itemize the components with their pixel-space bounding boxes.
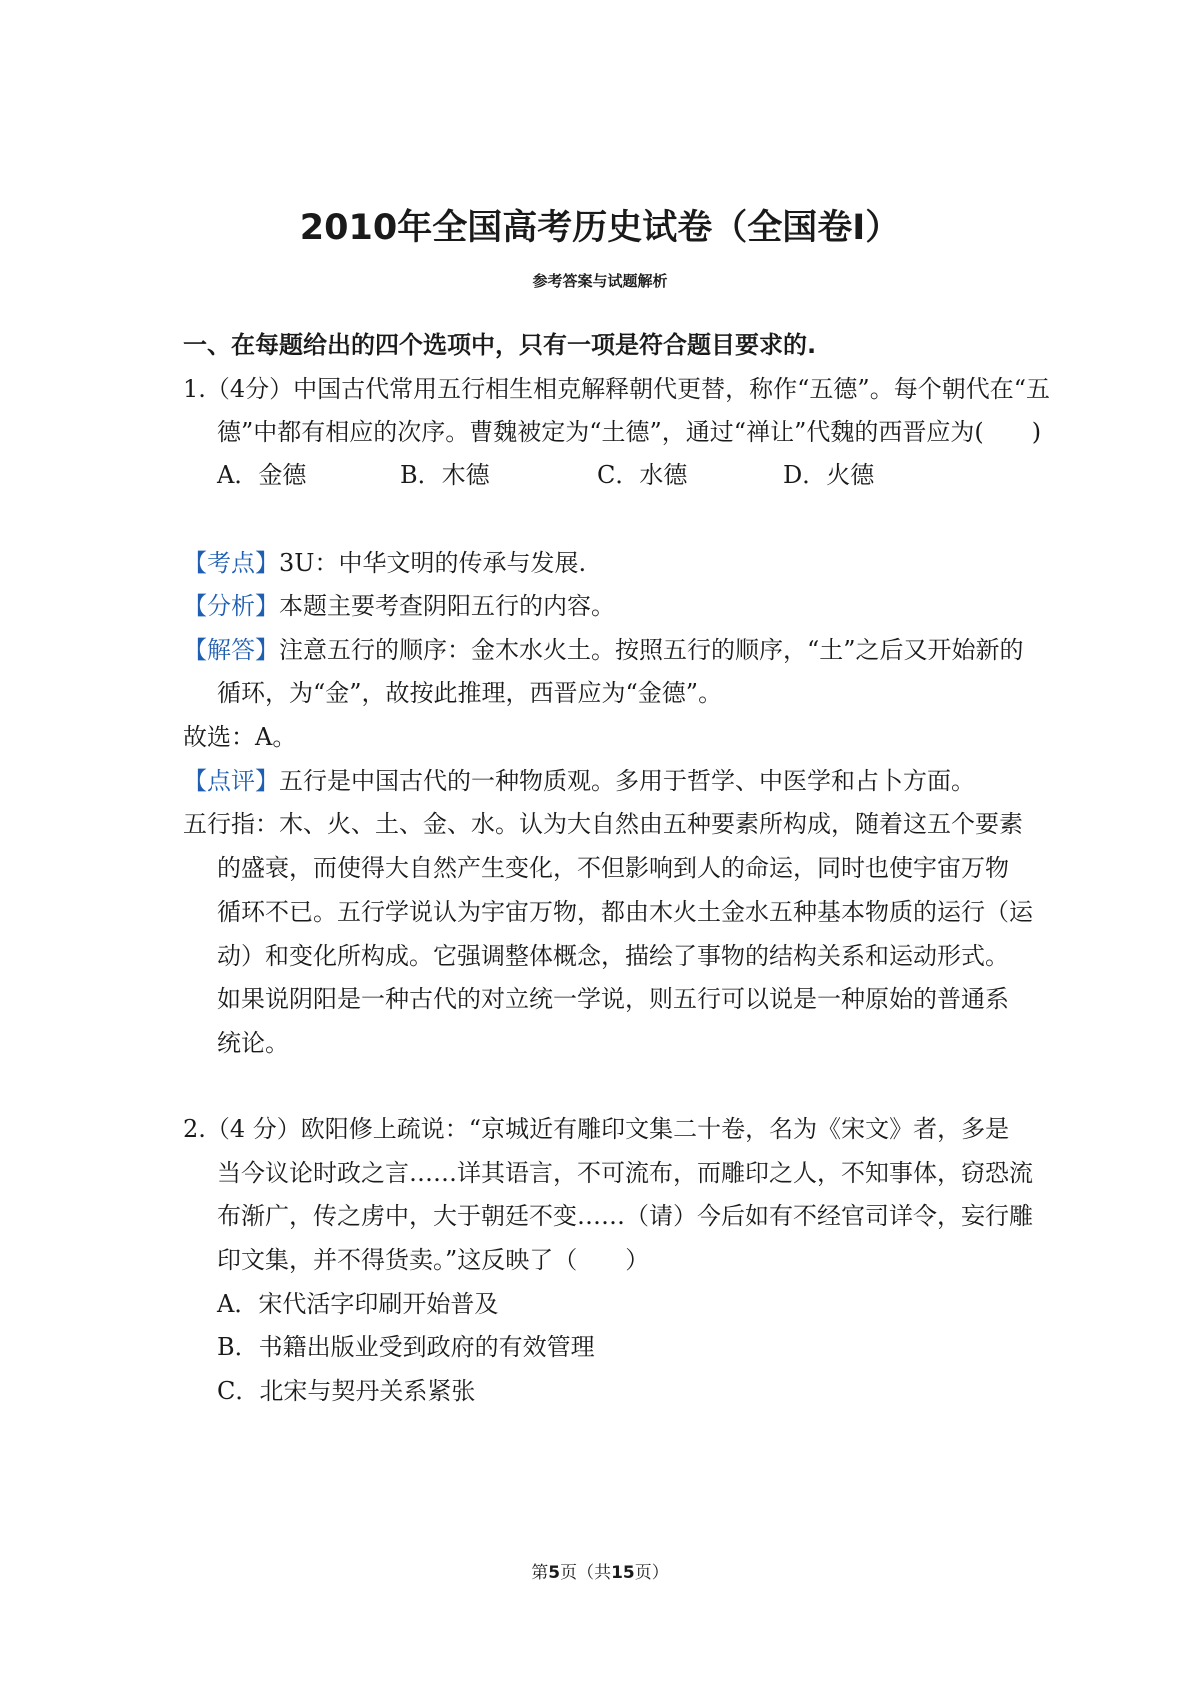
q1-option-c: C．水德 xyxy=(597,461,688,489)
page-subtitle: 参考答案与试题解析 xyxy=(532,272,668,290)
q1-note-line-1: 五行指：木、火、土、金、水。认为大自然由五种要素所构成，随着这五个要素 xyxy=(183,810,1023,838)
page-footer xyxy=(0,1558,1200,1583)
q2-stem-line-1: 2.（4 分）欧阳修上疏说：“京城近有雕印文集二十卷，名为《宋文》者，多是 xyxy=(183,1115,1010,1143)
q2-stem-line-2: 当今议论时政之言……详其语言，不可流布，而雕印之人，不知事体，窃恐流 xyxy=(217,1159,1033,1187)
q1-note-line-3: 循环不已。五行学说认为宇宙万物，都由木火土金水五种基本物质的运行（运 xyxy=(217,898,1033,926)
q1-note-line-5: 如果说阴阳是一种古代的对立统一学说，则五行可以说是一种原始的普通系 xyxy=(217,985,1009,1013)
jieda-tag: 【解答】 xyxy=(183,636,279,664)
q1-kaodian xyxy=(183,548,1023,578)
q2-option-c: C．北宋与契丹关系紧张 xyxy=(217,1377,476,1405)
q1-dianping xyxy=(183,766,1023,796)
dianping-text: 五行是中国古代的一种物质观。多用于哲学、中医学和占卜方面。 xyxy=(279,767,975,795)
jieda-text-1: 注意五行的顺序：金木水火土。按照五行的顺序，“土”之后又开始新的 xyxy=(279,636,1024,664)
footer-prefix: 第 xyxy=(531,1563,549,1583)
footer-suffix: 页） xyxy=(634,1563,669,1583)
footer-total-pages: 15 xyxy=(611,1563,635,1583)
q1-option-a: A．金德 xyxy=(217,461,307,489)
q2-option-b: B．书籍出版业受到政府的有效管理 xyxy=(217,1333,595,1361)
dianping-tag: 【点评】 xyxy=(183,767,279,795)
q2-stem-line-4: 印文集，并不得货卖。”这反映了（ ） xyxy=(217,1246,650,1274)
q2-option-a: A．宋代活字印刷开始普及 xyxy=(217,1290,499,1318)
q2-stem-line-3: 布渐广，传之虏中，大于朝廷不变……（请）今后如有不经官司详令，妄行雕 xyxy=(217,1202,1033,1230)
q1-note-line-6: 统论。 xyxy=(217,1029,289,1057)
q1-fenxi xyxy=(183,591,1023,621)
q1-option-d: D．火德 xyxy=(783,461,875,489)
footer-page-number: 5 xyxy=(548,1563,561,1583)
q1-note-line-2: 的盛衰，而使得大自然产生变化，不但影响到人的命运，同时也使宇宙万物 xyxy=(217,854,1009,882)
fenxi-tag: 【分析】 xyxy=(183,592,279,620)
kaodian-tag: 【考点】 xyxy=(183,549,279,577)
q1-stem-line-2: 德”中都有相应的次序。曹魏被定为“土德”，通过“禅让”代魏的西晋应为( ) xyxy=(217,418,1042,446)
q1-jieda xyxy=(183,635,1023,665)
fenxi-text: 本题主要考查阴阳五行的内容。 xyxy=(279,592,615,620)
q1-jieda-line-2: 循环，为“金”，故按此推理，西晋应为“金德”。 xyxy=(217,679,723,707)
page-title: 2010年全国高考历史试卷（全国卷Ⅰ） xyxy=(299,208,901,248)
section-heading: 一、在每题给出的四个选项中，只有一项是符合题目要求的. xyxy=(183,331,817,359)
q1-option-b: B．木德 xyxy=(400,461,490,489)
q1-note-line-4: 动）和变化所构成。它强调整体概念，描绘了事物的结构关系和运动形式。 xyxy=(217,942,1009,970)
q1-stem-line-1: 1.（4分）中国古代常用五行相生相克解释朝代更替，称作“五德”。每个朝代在“五 xyxy=(183,375,1050,403)
kaodian-text: 3U：中华文明的传承与发展. xyxy=(279,549,587,577)
footer-middle: 页（共 xyxy=(560,1563,612,1583)
q1-answer: 故选：A。 xyxy=(183,723,297,751)
